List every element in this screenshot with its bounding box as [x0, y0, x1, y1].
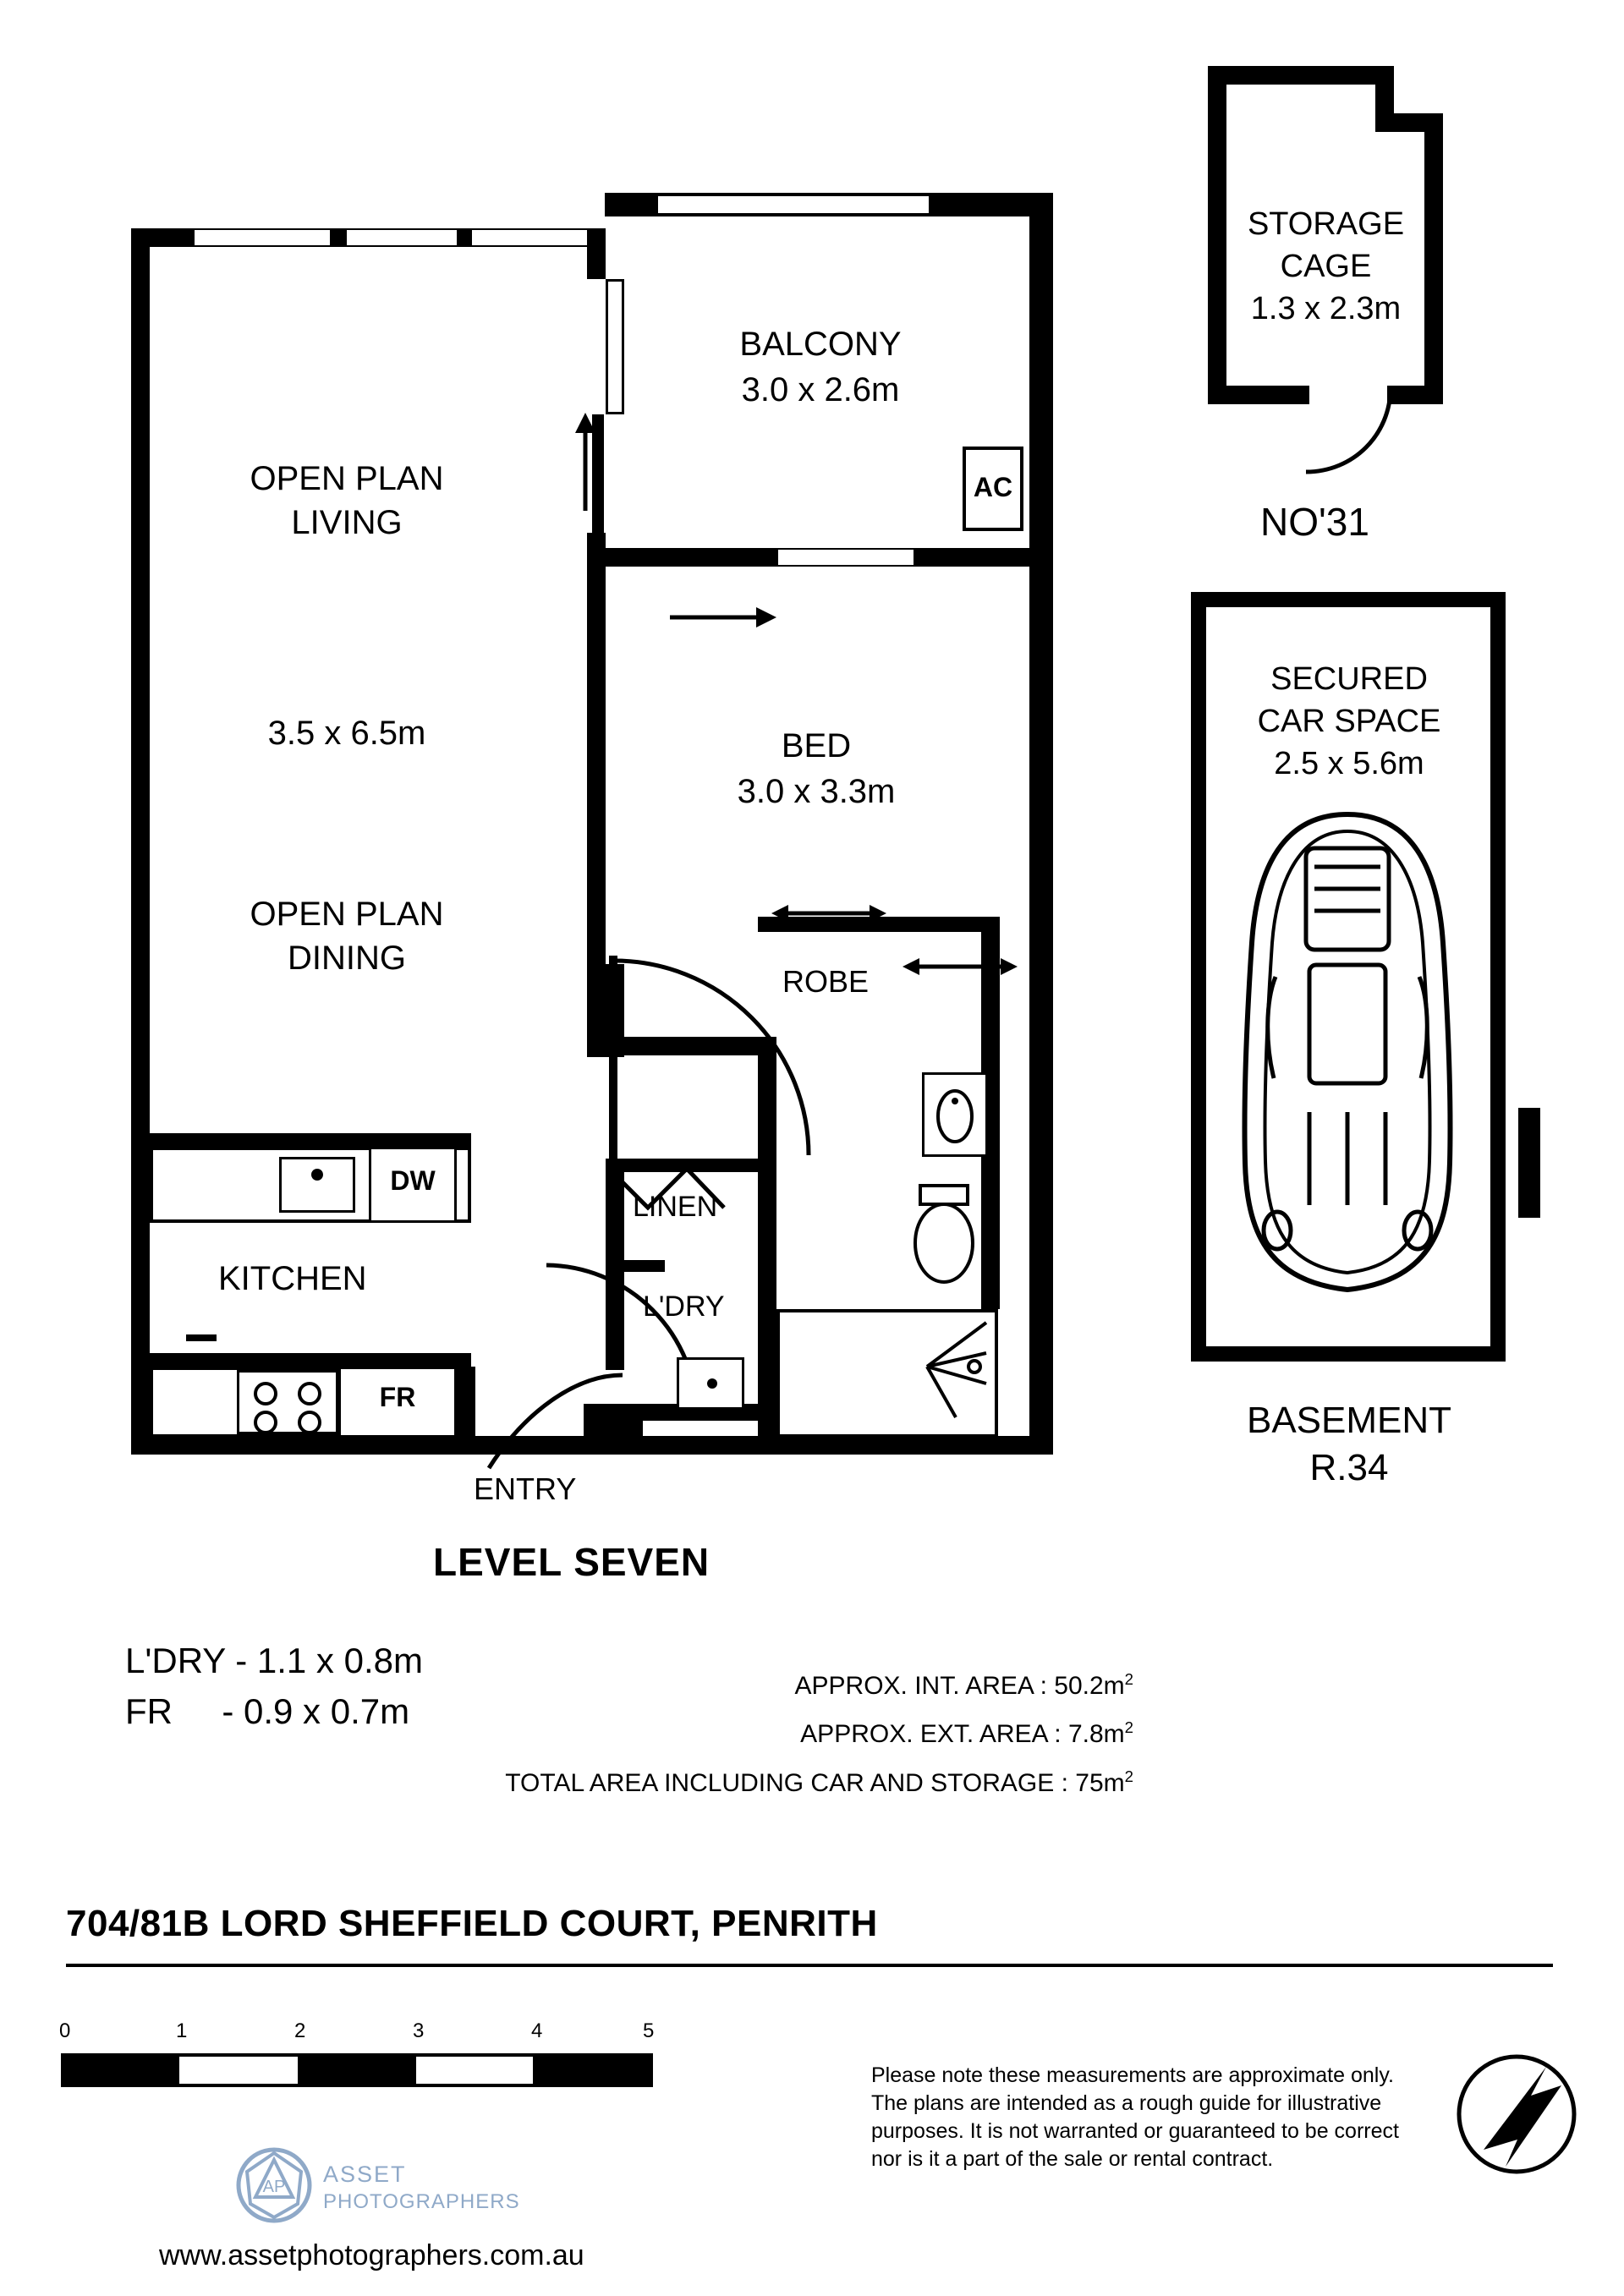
cooktop-burner-2 — [298, 1382, 321, 1406]
wall-robe-right — [981, 917, 1000, 1055]
car-label — [1184, 658, 1514, 785]
label-balcony-name: BALCONY — [739, 326, 902, 363]
label-open-plan-dining — [169, 892, 524, 980]
shower-head-icon — [871, 1316, 990, 1426]
area-internal — [795, 1670, 1134, 1701]
area-external-sup: 2 — [1124, 1718, 1133, 1736]
scale-seg-1 — [64, 2057, 179, 2084]
car-caption — [1184, 1397, 1514, 1492]
car-wall-bottom — [1191, 1346, 1506, 1362]
wall-right-outer — [1029, 193, 1053, 1455]
storage-title-l2: CAGE — [1280, 249, 1372, 284]
label-open-plan-living-l2: LIVING — [291, 504, 403, 541]
area-total — [505, 1767, 1133, 1798]
window-living-1 — [195, 230, 330, 245]
scale-seg-5 — [533, 2057, 650, 2084]
car-icon — [1225, 808, 1470, 1298]
cooktop — [237, 1370, 338, 1434]
kitchen-sink — [279, 1157, 355, 1213]
window-living-3 — [472, 230, 590, 245]
level-title: LEVEL SEVEN — [433, 1540, 710, 1584]
label-open-plan-living-l1: OPEN PLAN — [250, 460, 444, 497]
scale-tick-2: 2 — [294, 2019, 306, 2042]
plan-note-fridge: FR - 0.9 x 0.7m — [125, 1691, 410, 1731]
laundry-tub-drain-icon — [707, 1378, 717, 1389]
storage-label — [1201, 203, 1451, 330]
fridge-label: FR — [379, 1382, 416, 1412]
wall-left-outer — [131, 228, 150, 1455]
disclaimer-line-2: The plans are intended as a rough guide for illustrative — [871, 2091, 1382, 2115]
label-living-dims: 3.5 x 6.5m — [267, 715, 426, 752]
label-balcony — [617, 321, 1023, 413]
brand-logo-icon — [235, 2146, 313, 2224]
label-linen: LINEN — [633, 1191, 718, 1223]
robe-arrow-left — [770, 898, 888, 929]
label-kitchen: KITCHEN — [218, 1260, 367, 1297]
storage-wall-top — [1208, 66, 1394, 85]
car-wall-top — [1191, 592, 1506, 607]
label-robe: ROBE — [782, 964, 870, 999]
car-caption-l1: BASEMENT — [1246, 1400, 1452, 1441]
area-external-text: APPROX. EXT. AREA : 7.8m — [800, 1720, 1125, 1748]
car-title-l2: CAR SPACE — [1257, 704, 1441, 739]
window-living-2 — [347, 230, 457, 245]
dishwasher-label: DW — [390, 1165, 436, 1196]
label-bed-name: BED — [781, 727, 852, 764]
ac-label: AC — [973, 472, 1013, 502]
wall-living-right-lower — [587, 533, 606, 1057]
north-arrow-icon — [1453, 2047, 1580, 2182]
area-external — [800, 1718, 1133, 1749]
kitchen-bench-lower-bar — [150, 1353, 471, 1367]
label-open-plan-dining-l2: DINING — [288, 940, 406, 977]
label-balcony-dims: 3.0 x 2.6m — [741, 371, 900, 408]
window-bed-top — [778, 550, 914, 565]
label-bed-dims: 3.0 x 3.3m — [737, 773, 896, 810]
label-open-plan-living — [169, 457, 524, 545]
wall-living-right-upper — [587, 228, 606, 279]
storage-title-l1: STORAGE — [1247, 206, 1405, 242]
area-internal-text: APPROX. INT. AREA : 50.2m — [794, 1672, 1125, 1700]
storage-door-swing — [1303, 386, 1396, 479]
area-total-sup: 2 — [1124, 1767, 1133, 1785]
arrow-to-balcony — [568, 411, 602, 512]
disclaimer-line-4: nor is it a part of the sale or rental contract. — [871, 2147, 1274, 2171]
car-wall-column — [1518, 1108, 1540, 1218]
cooktop-burner-4 — [298, 1411, 321, 1434]
window-balcony-top — [658, 196, 929, 213]
address-rule — [66, 1964, 1553, 1967]
svg-text:AP: AP — [262, 2178, 286, 2196]
brand-name-l1: ASSET — [323, 2162, 407, 2187]
scale-tick-1: 1 — [176, 2019, 188, 2042]
storage-wall-bottom-left — [1208, 386, 1309, 404]
wall-balcony-bottom-right — [927, 548, 1030, 567]
disclaimer-line-1: Please note these measurements are approximate only. — [871, 2063, 1394, 2087]
scale-tick-4: 4 — [531, 2019, 543, 2042]
label-open-plan-dining-l1: OPEN PLAN — [250, 896, 444, 933]
basin-icon — [929, 1084, 981, 1148]
kitchen-end-wall — [457, 1367, 475, 1453]
kitchen-bench-nib — [186, 1334, 217, 1341]
door-entry-swing — [474, 1370, 626, 1480]
arrow-to-bed — [668, 600, 778, 634]
label-laundry: L'DRY — [643, 1290, 725, 1323]
car-title-l1: SECURED — [1270, 661, 1428, 697]
scale-tick-3: 3 — [413, 2019, 425, 2042]
robe-arrow-right — [901, 951, 1019, 982]
car-dims: 2.5 x 5.6m — [1274, 746, 1424, 781]
kitchen-bench-top — [150, 1133, 471, 1147]
storage-dims: 1.3 x 2.3m — [1250, 291, 1402, 326]
sink-tap-icon — [311, 1169, 323, 1181]
cooktop-burner-3 — [254, 1411, 277, 1434]
plan-note-laundry: L'DRY - 1.1 x 0.8m — [125, 1641, 423, 1680]
label-entry: ENTRY — [474, 1471, 577, 1506]
scale-seg-3 — [298, 2057, 416, 2084]
car-caption-l2: R.34 — [1309, 1447, 1389, 1488]
address-title: 704/81B LORD SHEFFIELD COURT, PENRITH — [66, 1903, 878, 1944]
scale-tick-0: 0 — [59, 2019, 71, 2042]
disclaimer-line-3: purposes. It is not warranted or guaranteed to be correct — [871, 2119, 1399, 2143]
storage-caption: NO'31 — [1260, 500, 1369, 544]
cooktop-burner-1 — [254, 1382, 277, 1406]
toilet-icon — [897, 1184, 990, 1294]
area-total-text: TOTAL AREA INCLUDING CAR AND STORAGE : 75m — [505, 1769, 1125, 1797]
label-bed — [617, 723, 1015, 814]
scale-tick-5: 5 — [643, 2019, 655, 2042]
brand-website[interactable]: www.assetphotographers.com.au — [159, 2239, 584, 2271]
brand-name-l2: PHOTOGRAPHERS — [323, 2190, 520, 2213]
area-internal-sup: 2 — [1124, 1670, 1133, 1688]
